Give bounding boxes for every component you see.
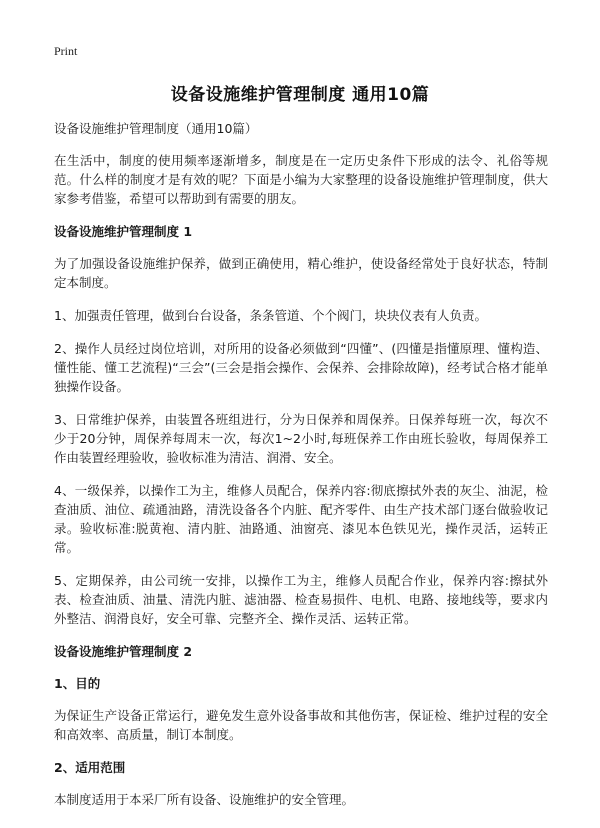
section-heading-2: 设备设施维护管理制度 2 — [54, 644, 193, 659]
paragraph: 5、定期保养，由公司统一安排，以操作工为主，维修人员配合作业，保养内容:擦拭外表、检查油质、油量、清洗内脏、滤油器、检查易损件、电机、电路、接地线等，要求内外整洁、润滑良好，安全可靠、完整齐全、操作灵活、运转正常。 — [54, 573, 548, 626]
subsection-heading-scope: 2、适用范围 — [54, 760, 126, 775]
paragraph: 为保证生产设备正常运行，避免发生意外设备事故和其他伤害，保证检、维护过程的安全和高效率、高质量，制订本制度。 — [54, 708, 548, 742]
paragraph: 1、加强责任管理，做到台台设备，条条管道、个个阀门，块块仪表有人负责。 — [54, 308, 487, 323]
paragraph: 4、一级保养，以操作工为主，维修人员配合，保养内容:彻底擦拭外表的灰尘、油泥，检查油质、油位、疏通油路，清洗设备各个内脏、配齐零件、由生产技术部门逐台做验收记录。验收标准:脱黄袍、清内脏、油路通、油窗亮、漆见本色铁见光，操作灵活，运转正常。 — [54, 483, 548, 555]
print-label: Print — [54, 44, 78, 58]
subsection-heading-purpose: 1、目的 — [54, 676, 101, 691]
paragraph: 本制度适用于本采厂所有设备、设施维护的安全管理。 — [54, 792, 355, 807]
page-title: 设备设施维护管理制度 通用10篇 — [170, 85, 430, 105]
document-subtitle: 设备设施维护管理制度（通用10篇） — [54, 121, 258, 136]
section-heading-1: 设备设施维护管理制度 1 — [54, 224, 193, 239]
document-body — [54, 119, 548, 823]
intro-paragraph: 在生活中，制度的使用频率逐渐增多，制度是在一定历史条件下形成的法令、礼俗等规范。什么样的制度才是有效的呢？下面是小编为大家整理的设备设施维护管理制度，供大家参考借鉴，希望可以帮助到有需要的朋友。 — [54, 153, 548, 206]
paragraph: 为了加强设备设施维护保养，做到正确使用，精心维护，使设备经常处于良好状态，特制定本制度。 — [54, 256, 548, 290]
paragraph: 2、操作人员经过岗位培训，对所用的设备必须做到“四懂”、(四懂是指懂原理、懂构造、懂性能、懂工艺流程)“三会”(三会是指会操作、会保养、会排除故障)，经考试合格才能单独操作设备。 — [54, 341, 548, 394]
paragraph: 3、日常维护保养，由装置各班组进行，分为日保养和周保养。日保养每班一次，每次不少于20分钟，周保养每周末一次，每次1~2小时,每班保养工作由班长验收，每周保养工作由装置经理验收，验收标准为清洁、润滑、安全。 — [54, 412, 548, 465]
